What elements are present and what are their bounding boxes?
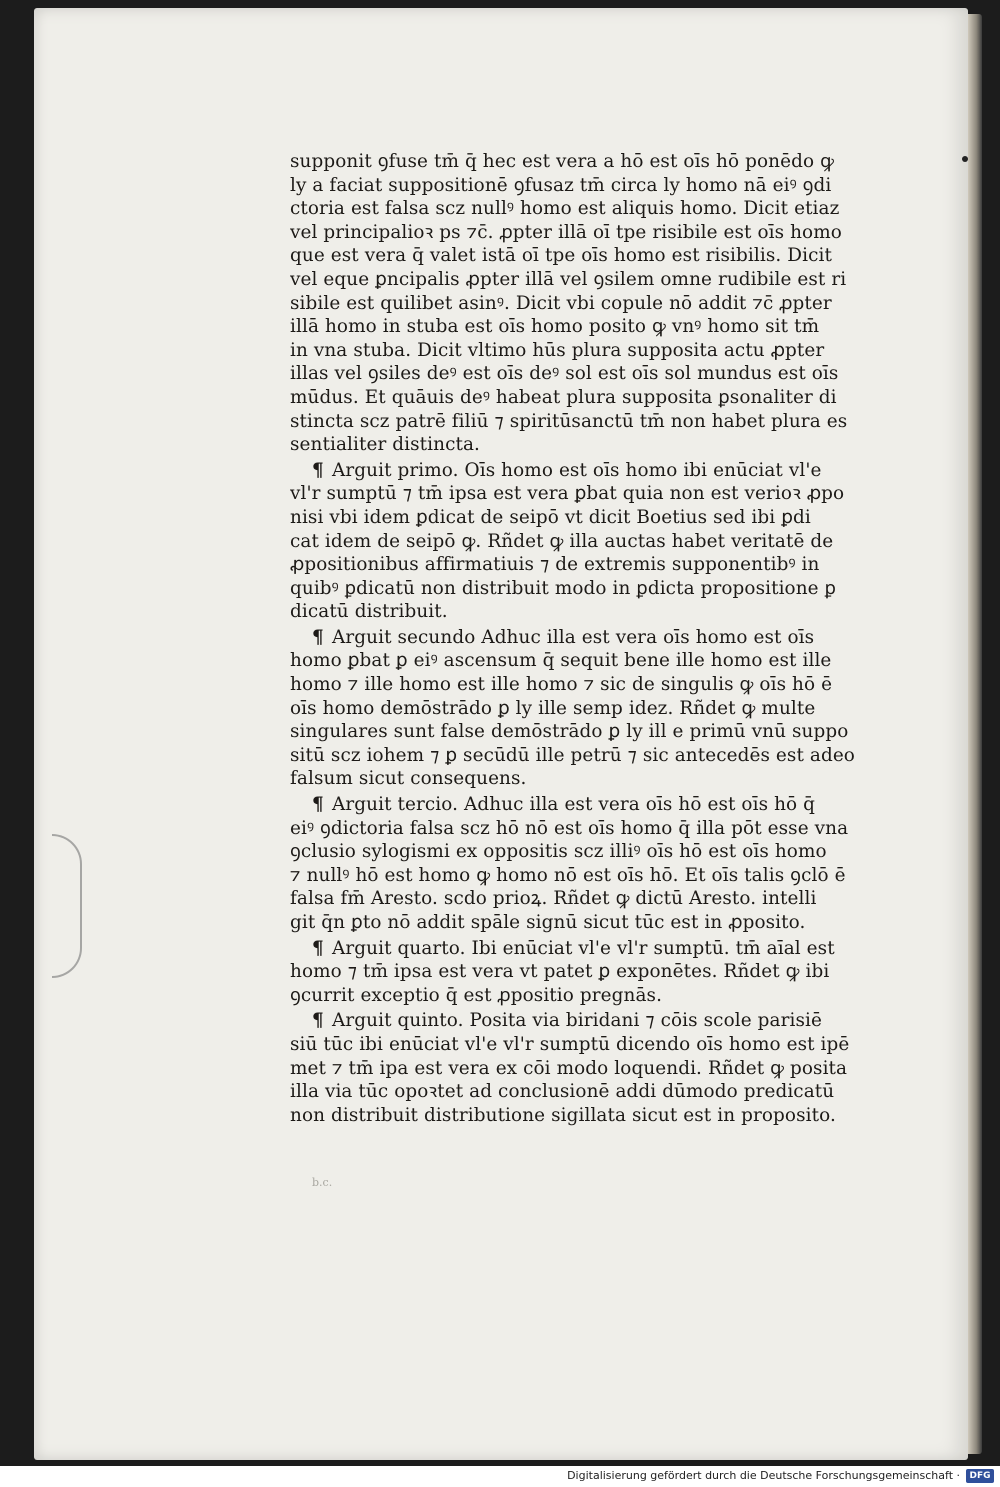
text-line: sentialiter distincta. <box>290 434 480 456</box>
text-line: ꝯcurrit exceptio q̄ est ꝓpositio pregnās. <box>290 984 663 1006</box>
main-text-block <box>290 150 895 1127</box>
pilcrow-icon: ¶ <box>312 794 324 816</box>
text-line: eiꝰ ꝯdictoria falsa scz hō nō est oīs homo q̄ illa pōt esse vna <box>290 817 849 839</box>
text-line: homo ⁊ tm̄ ipsa est vera vt patet ꝑ exponētes. Rñdet ꝙ ibi <box>290 961 830 983</box>
text-line: falsa fm̄ Aresto. scdo prioꝝ. Rñdet ꝙ dictū Aresto. intelli <box>290 888 817 910</box>
text-line: nisi vbi idem ꝑdicat de seipō vt dicit Boetius sed ibi ꝑdi <box>290 506 811 528</box>
text-line: dicatū distribuit. <box>290 601 448 623</box>
text-line: supponit ꝯfuse tm̄ q̄ hec est vera a hō est oīs hō ponēdo ꝙ <box>290 151 834 172</box>
text-line: cat idem de seipō ꝙ. Rñdet ꝙ illa auctas habet veritatē de <box>290 530 834 552</box>
text-line: ꝯclusio sylogismi ex oppositis scz illiꝰ oīs hō est oīs homo <box>290 841 827 863</box>
text-line: met ⁊ tm̄ ipa est vera ex cōi modo loquendi. Rñdet ꝙ posita <box>290 1057 848 1079</box>
text-line: illas vel ꝯsiles deꝰ est oīs deꝰ sol est oīs sol mundus est oīs <box>290 363 839 385</box>
pilcrow-icon: ¶ <box>312 626 324 648</box>
paragraph-1 <box>290 459 895 624</box>
text-line: homo ⁊ ille homo est ille homo ⁊ sic de singulis ꝙ oīs hō ē <box>290 674 833 696</box>
text-line: illa via tūc opoꝛtet ad conclusionē addi dūmodo predicatū <box>290 1081 835 1103</box>
text-line: vel eque ꝑncipalis ꝓpter illā vel ꝯsilem omne rudibile est ri <box>290 268 847 290</box>
paragraph-2 <box>290 626 895 791</box>
text-line: que est vera q̄ valet istā oī tpe oīs homo est risibilis. Dicit <box>290 245 832 267</box>
text-line: stincta scz patrē filiū ⁊ spiritūsanctū tm̄ non habet plura es <box>290 410 848 432</box>
text-line: git q̄n ꝑto nō addit spāle signū sicut tūc est in ꝓposito. <box>290 912 806 933</box>
paragraph-0 <box>290 150 895 457</box>
text-line: oīs homo demōstrādo ꝑ ly ille semp idez. Rñdet ꝙ multe <box>290 697 816 719</box>
text-line: Arguit quarto. Ibi enūciat vl'e vl'r sumptū. tm̄ aīal est <box>332 937 835 959</box>
text-line: sitū scz iohem ⁊ ꝑ secūdū ille petrū ⁊ sic antecedēs est adeo <box>290 744 855 766</box>
text-line: siū tūc ibi enūciat vl'e vl'r sumptū dicendo oīs homo est ipē <box>290 1033 850 1055</box>
pilcrow-icon: ¶ <box>312 937 324 959</box>
text-line: ⁊ nullꝰ hō est homo ꝙ homo nō est oīs hō. Et oīs talis ꝯclō ē <box>290 864 846 886</box>
text-line: falsum sicut consequens. <box>290 768 527 790</box>
text-line: singulares sunt false demōstrādo ꝑ ly ill e primū vnū suppo <box>290 721 849 743</box>
paragraph-3 <box>290 793 895 935</box>
paragraph-4 <box>290 937 895 1008</box>
text-line: vel principalioꝛ ps ⁊c̄. ꝓpter illā oī tpe risibile est oīs homo <box>290 221 842 243</box>
text-line: Arguit secundo Adhuc illa est vera oīs homo est oīs <box>332 626 815 648</box>
text-line: quibꝰ ꝑdicatū non distribuit modo in ꝑdicta propositione ꝑ <box>290 577 837 599</box>
text-line-first <box>290 793 895 817</box>
text-line: Arguit quinto. Posita via biridani ⁊ cōis scole parisiē <box>332 1010 822 1032</box>
text-line-first <box>290 1009 895 1033</box>
text-line: in vna stuba. Dicit vltimo hūs plura supposita actu ꝓpter <box>290 339 825 361</box>
text-line: ly a faciat suppositionē ꝯfusaz tm̄ circa ly homo nā eiꝰ ꝯdi <box>290 174 832 196</box>
ink-dot <box>962 156 968 162</box>
text-line-first <box>290 626 895 650</box>
page-signature-mark: b.c. <box>312 1176 333 1189</box>
funding-credit: Digitalisierung gefördert durch die Deutsche Forschungsgemeinschaft · <box>567 1469 960 1482</box>
page-edge <box>968 14 982 1454</box>
footer-bar <box>0 1466 1000 1487</box>
pilcrow-icon: ¶ <box>312 459 324 481</box>
text-line: illā homo in stuba est oīs homo posito ꝙ vnꝰ homo sit tm̄ <box>290 316 820 338</box>
text-line: homo ꝑbat ꝑ eiꝰ ascensum q̄ sequit bene ille homo est ille <box>290 650 832 672</box>
text-line-first <box>290 937 895 961</box>
text-line: mūdus. Et quāuis deꝰ habeat plura supposita ꝑsonaliter di <box>290 386 837 408</box>
paragraph-5 <box>290 1009 895 1127</box>
text-line-first <box>290 459 895 483</box>
text-line: Arguit tercio. Adhuc illa est vera oīs hō est oīs hō q̄ <box>332 794 815 816</box>
text-line: sibile est quilibet asinꝰ. Dicit vbi copule nō addit ⁊c̄ ꝓpter <box>290 292 832 314</box>
text-line: ctoria est falsa scz nullꝰ homo est aliquis homo. Dicit etiaz <box>290 198 840 220</box>
text-line: Arguit primo. Oīs homo est oīs homo ibi enūciat vl'e <box>332 459 822 481</box>
dfg-logo-icon: DFG <box>966 1469 994 1483</box>
text-line: vl'r sumptū ⁊ tm̄ ipsa est vera ꝑbat quia non est verioꝛ ꝓpo <box>290 483 845 505</box>
text-line: ꝓpositionibus affirmatiuis ⁊ de extremis supponentibꝰ in <box>290 554 820 576</box>
text-line: non distribuit distributione sigillata sicut est in proposito. <box>290 1104 836 1126</box>
pilcrow-icon: ¶ <box>312 1010 324 1032</box>
thread-mark <box>52 834 82 978</box>
